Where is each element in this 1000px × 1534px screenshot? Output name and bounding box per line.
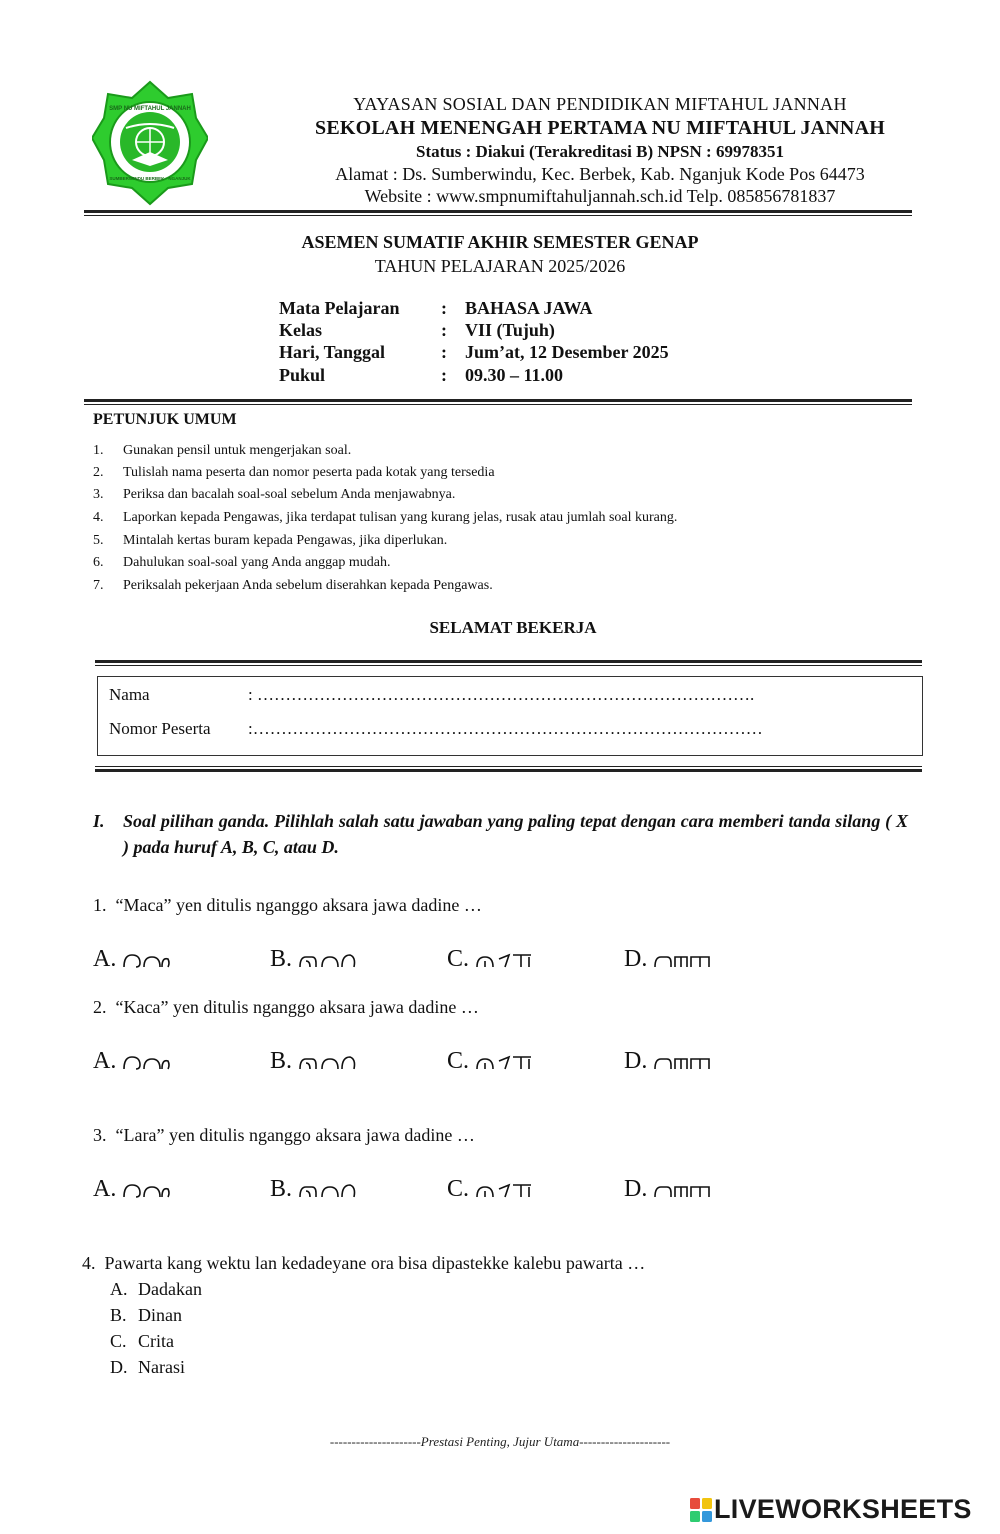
instruction-text: Dahulukan soal-soal yang Anda anggap mudah. (123, 555, 391, 570)
question-num: 4. (82, 1253, 96, 1273)
option-label: C. (447, 1176, 470, 1202)
instruction-text: Periksalah pekerjaan Anda sebelum diserahkan kepada Pengawas. (123, 578, 493, 593)
info-colon: : (441, 342, 447, 362)
info-value: BAHASA JAWA (465, 298, 593, 318)
option-d[interactable] (110, 1357, 185, 1378)
info-label: Kelas (279, 320, 322, 340)
school-logo (92, 80, 208, 208)
aksara-glyph-d (653, 1051, 713, 1073)
foundation-name: YAYASAN SOSIAL DAN PENDIDIKAN MIFTAHUL JANNAH (353, 94, 847, 114)
instruction-item (93, 555, 391, 571)
option-text: Crita (138, 1331, 174, 1351)
option-a[interactable] (93, 1176, 172, 1203)
instruction-num: 6. (93, 555, 104, 570)
instruction-item (93, 443, 351, 459)
info-value: VII (Tujuh) (465, 320, 555, 340)
school-address: Alamat : Ds. Sumberwindu, Kec. Berbek, Kab. Nganjuk Kode Pos 64473 (335, 164, 865, 184)
aksara-glyph-c (475, 1179, 535, 1201)
exam-info (279, 298, 779, 398)
identity-divider-bottom (95, 769, 922, 772)
question-text: Pawarta kang wektu lan kedadeyane ora bisa dipastekke kalebu pawarta … (104, 1253, 646, 1273)
info-colon: : (441, 320, 447, 340)
aksara-glyph-a (122, 949, 172, 971)
liveworksheets-text: LIVEWORKSHEETS (714, 1494, 972, 1524)
info-row-subject (279, 298, 779, 322)
instruction-item (93, 487, 455, 503)
aksara-glyph-a (122, 1051, 172, 1073)
school-website: Website : www.smpnumiftahuljannah.sch.id Telp. 085856781837 (364, 186, 836, 206)
option-text: Dadakan (138, 1279, 202, 1299)
instruction-item (93, 510, 677, 526)
question-3 (93, 1125, 475, 1146)
exam-title: ASEMEN SUMATIF AKHIR SEMESTER GENAP (301, 232, 699, 252)
instruction-text: Mintalah kertas buram kepada Pengawas, jika diperlukan. (123, 533, 448, 548)
option-c[interactable] (110, 1331, 174, 1352)
section-number: I. (93, 811, 105, 831)
logo-text-bottom: SUMBERWINDU BERBEK - NGANJUK (109, 176, 191, 181)
question-num: 3. (93, 1125, 107, 1145)
info-divider-thin (84, 404, 912, 405)
option-a[interactable] (93, 1048, 172, 1075)
option-label: B. (270, 946, 293, 972)
instruction-item (93, 578, 493, 594)
identity-divider-top-thin (95, 665, 922, 666)
participant-number-field[interactable]: :……………………………………………………………………………… (248, 719, 763, 738)
option-label: A. (93, 1176, 117, 1202)
participant-number-label: Nomor Peserta (109, 719, 211, 738)
aksara-glyph-a (122, 1179, 172, 1201)
option-label: C. (447, 1048, 470, 1074)
option-label: B. (270, 1048, 293, 1074)
instruction-num: 7. (93, 578, 104, 593)
option-b[interactable] (110, 1305, 182, 1326)
question-text: “Lara” yen ditulis nganggo aksara jawa dadine … (115, 1125, 475, 1145)
instruction-item (93, 465, 495, 481)
option-label: B. (110, 1305, 127, 1325)
instruction-num: 3. (93, 487, 104, 502)
instruction-text: Periksa dan bacalah soal-soal sebelum Anda menjawabnya. (123, 487, 456, 502)
instruction-num: 2. (93, 465, 104, 480)
option-text: Dinan (138, 1305, 182, 1325)
option-label: D. (624, 946, 648, 972)
aksara-glyph-b (298, 1051, 358, 1073)
option-c[interactable] (447, 946, 535, 973)
question-text: “Kaca” yen ditulis nganggo aksara jawa dadine … (115, 997, 479, 1017)
aksara-glyph-c (475, 1051, 535, 1073)
instruction-text: Tulislah nama peserta dan nomor peserta pada kotak yang tersedia (123, 465, 495, 480)
option-d[interactable] (624, 1176, 713, 1203)
option-label: A. (93, 946, 117, 972)
instruction-num: 4. (93, 510, 104, 525)
option-label: C. (110, 1331, 127, 1351)
info-label: Mata Pelajaran (279, 298, 400, 318)
footer-motto: ---------------------Prestasi Penting, Jujur Utama--------------------- (329, 1434, 671, 1449)
info-row-date (279, 342, 779, 366)
question-num: 2. (93, 997, 107, 1017)
info-label: Hari, Tanggal (279, 342, 386, 362)
identity-divider-bottom-thin (95, 766, 922, 767)
info-value: 09.30 – 11.00 (465, 365, 564, 385)
question-4 (82, 1253, 645, 1274)
logo-text-top: SMP NU MIFTAHUL JANNAH (109, 106, 191, 112)
question-1 (93, 895, 482, 916)
option-label: A. (110, 1279, 128, 1299)
option-d[interactable] (624, 1048, 713, 1075)
question-2 (93, 997, 479, 1018)
name-field[interactable]: : ……………………………………………………………………………. (248, 685, 755, 704)
option-b[interactable] (270, 1176, 358, 1203)
instruction-text: Gunakan pensil untuk mengerjakan soal. (123, 443, 352, 458)
info-divider (84, 399, 912, 402)
info-label: Pukul (279, 365, 326, 385)
option-label: D. (624, 1176, 648, 1202)
option-text: Narasi (138, 1357, 185, 1377)
school-status: Status : Diakui (Terakreditasi B) NPSN : 69978351 (416, 142, 784, 161)
instruction-num: 5. (93, 533, 104, 548)
exam-year: TAHUN PELAJARAN 2025/2026 (374, 256, 626, 276)
option-b[interactable] (270, 946, 358, 973)
option-c[interactable] (447, 1048, 535, 1075)
aksara-glyph-b (298, 1179, 358, 1201)
option-c[interactable] (447, 1176, 535, 1203)
option-a[interactable] (110, 1279, 202, 1300)
option-label: A. (93, 1048, 117, 1074)
info-value: Jum’at, 12 Desember 2025 (465, 342, 669, 362)
greeting: SELAMAT BEKERJA (429, 618, 597, 637)
option-a[interactable] (93, 946, 172, 973)
aksara-glyph-b (298, 949, 358, 971)
option-label: C. (447, 946, 470, 972)
aksara-glyph-c (475, 949, 535, 971)
aksara-glyph-d (653, 1179, 713, 1201)
instruction-num: 1. (93, 443, 104, 458)
liveworksheets-brand[interactable] (690, 1494, 972, 1525)
name-label: Nama (109, 685, 150, 704)
instruction-item (93, 533, 447, 549)
identity-box (97, 676, 923, 756)
aksara-glyph-d (653, 949, 713, 971)
info-row-class (279, 320, 779, 344)
header-divider-thin (84, 215, 912, 216)
option-label: D. (110, 1357, 128, 1377)
question-text: “Maca” yen ditulis nganggo aksara jawa dadine … (115, 895, 482, 915)
info-colon: : (441, 298, 447, 318)
instruction-text: Laporkan kepada Pengawas, jika terdapat tulisan yang kurang jelas, rusak atau jumlah soal kurang. (123, 510, 678, 525)
info-row-time (279, 365, 779, 389)
section-instructions (93, 808, 908, 864)
question-num: 1. (93, 895, 107, 915)
school-name: SEKOLAH MENENGAH PERTAMA NU MIFTAHUL JANNAH (315, 117, 885, 139)
option-d[interactable] (624, 946, 713, 973)
info-colon: : (441, 365, 447, 385)
option-b[interactable] (270, 1048, 358, 1075)
identity-divider-top (95, 660, 922, 663)
section-text: Soal pilihan ganda. Pilihlah salah satu jawaban yang paling tepat dengan cara memberi tanda silang ( X ) pada huruf A, B, C, atau D. (123, 811, 908, 857)
option-label: B. (270, 1176, 293, 1202)
instructions-title: PETUNJUK UMUM (93, 411, 237, 428)
header-divider (84, 210, 912, 213)
liveworksheets-logo-icon (690, 1498, 712, 1522)
option-label: D. (624, 1048, 648, 1074)
